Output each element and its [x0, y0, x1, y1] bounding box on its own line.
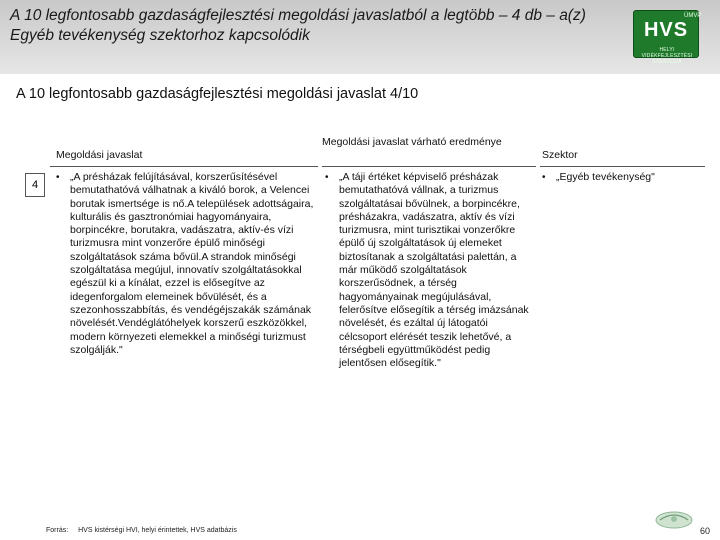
result-text: „A táji értéket képviselő présházak bemutathatóvá vállnak, a turizmus szolgáltatásai bővülnek, a borpincékre, présházakra, vadászatra, aktív és vízi turizmusra, mint turisztikai vonzerőkre épülő új szolgáltatások új elemeket biztosítanak a szolgáltatási palettán, a már működő szolgáltatások korszerűsödnek, a térség hagyományainak megújulásával, felerősítve elősegítik a térség imázsának növelését, és ezáltal új látogatói célcsoport elérését teszik lehetővé, a térségbeli együttműködést pedig jelentősen elősegítik." — [339, 171, 529, 370]
header-divider — [50, 166, 318, 167]
column-header-result: Megoldási javaslat várható eredménye — [322, 136, 502, 148]
logo-mark: ÚMVP — [684, 13, 702, 19]
result-cell — [325, 171, 537, 370]
page-number: 60 — [700, 526, 711, 536]
header-banner — [0, 0, 720, 74]
source-text: HVS kistérségi HVI, helyi érintettek, HVS adatbázis — [78, 527, 237, 534]
column-header-sector: Szektor — [542, 149, 578, 161]
header-divider — [540, 166, 705, 167]
solution-cell — [56, 171, 318, 357]
logo-tagline: HELYI VIDÉKFEJLESZTÉSI STRATÉGIA — [641, 47, 693, 65]
hvs-logo — [633, 10, 702, 65]
rank-badge: 4 — [25, 173, 45, 197]
footer-logo-icon — [654, 508, 694, 530]
solution-text: „A présházak felújításával, korszerűsítésével bemutathatóvá válhatnak a kiváló borok, a Velencei borutak ismertsége is nő.A települések adottságaira, kulturális és gasztronómiai hagyományaira, borpincékre, borutakra, vadászatra, aktív-és vízi turizmusra mint vonzerőre épülő minőségi szolgáltatások száma bővül.A strandok minőségi szolgáltatása megújul, innovatív szolgáltatásokkal egészül ki a kínálat, ezzel is elősegítve az idegenforgalom elemeinek bővülését, és a szezonhosszabbítás, és vendégéjszakák számának növelését.Vendéglátóhelyek korszerű eszközökkel, modern környezeti elemekkel a minőségi turizmust szolgálják." — [70, 171, 314, 356]
source-footer — [46, 527, 237, 534]
header-divider — [322, 166, 536, 167]
bullet: • — [542, 172, 546, 183]
bullet: • — [56, 172, 60, 183]
sector-cell — [542, 171, 712, 184]
bullet: • — [325, 172, 329, 183]
source-label: Forrás: — [46, 527, 69, 534]
header-title: A 10 legfontosabb gazdaságfejlesztési megoldási javaslatból a legtöbb – 4 db – a(z) Egyéb tevékenység szektorhoz kapcsolódik — [10, 7, 586, 44]
logo-text: HVS — [643, 19, 689, 41]
column-header-solution: Megoldási javaslat — [56, 149, 143, 161]
page-title: A 10 legfontosabb gazdaságfejlesztési megoldási javaslat 4/10 — [16, 86, 419, 102]
sector-text: „Egyéb tevékenység" — [556, 171, 655, 183]
